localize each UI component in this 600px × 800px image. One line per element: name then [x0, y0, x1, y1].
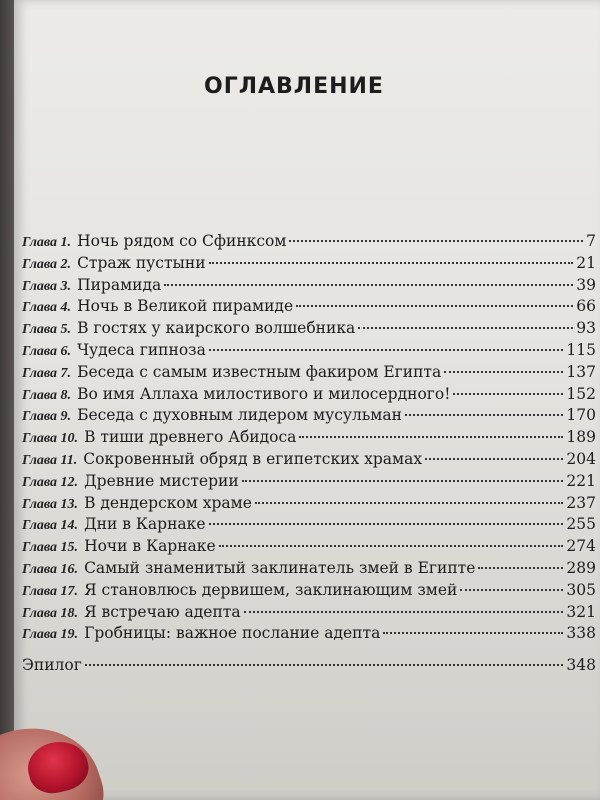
page-number: 7 [586, 232, 596, 250]
page-number: 21 [576, 253, 596, 272]
page-number: 204 [566, 449, 596, 468]
toc-row-chapter-8 [22, 385, 596, 407]
page-number: 189 [566, 428, 596, 447]
dot-leader [242, 480, 564, 482]
dot-leader [299, 436, 563, 438]
page-number: 152 [566, 384, 596, 403]
chapter-title: Сокровенный обряд в египетских храмах [83, 449, 423, 468]
toc-row-chapter-14 [22, 515, 596, 537]
page-number: 66 [576, 297, 596, 316]
page-number: 237 [566, 493, 596, 512]
toc-row-chapter-3 [22, 276, 596, 298]
page-number: 348 [566, 656, 596, 674]
chapter-label: Глава 1. [22, 235, 72, 250]
toc-row-chapter-4 [22, 297, 596, 319]
chapter-title: В гостях у каирского волшебника [77, 319, 356, 338]
chapter-label: Глава 10. [22, 431, 79, 447]
chapter-title: Пирамида [77, 275, 162, 294]
dot-leader [85, 664, 564, 666]
toc-row-chapter-5 [22, 319, 596, 341]
chapter-title: Чудеса гипноза [77, 340, 206, 359]
dot-leader [219, 545, 564, 547]
dot-leader [460, 589, 563, 591]
toc-row-chapter-2 [22, 254, 596, 276]
chapter-title: Во имя Аллаха милостивого и милосердного! [77, 384, 451, 403]
chapter-label: Глава 9. [22, 409, 72, 425]
chapter-label: Глава 11. [22, 452, 78, 468]
dot-leader [255, 502, 564, 504]
chapter-label: Глава 2. [22, 256, 72, 272]
toc-row-chapter-16 [22, 559, 596, 581]
toc-row-chapter-10 [22, 428, 596, 450]
toc-row-chapter-19 [22, 624, 596, 646]
chapter-title: Беседа с духовным лидером мусульман [77, 406, 402, 425]
toc-row-chapter-18 [22, 603, 596, 625]
epilogue-title: Эпилог [22, 656, 82, 674]
toc-row-chapter-1 [22, 232, 596, 254]
toc-row-epilogue [22, 656, 596, 678]
book-page [14, 0, 600, 800]
chapter-title: В дендерском храме [84, 493, 252, 512]
chapter-label: Глава 7. [22, 365, 72, 381]
dot-leader [244, 611, 564, 613]
page-number: 170 [566, 406, 596, 425]
chapter-label: Глава 4. [22, 300, 72, 316]
dot-leader [453, 393, 563, 395]
chapter-title: Дни в Карнаке [84, 515, 206, 534]
page-number: 305 [566, 580, 596, 599]
chapter-label: Глава 19. [22, 627, 79, 643]
chapter-title: Я встречаю адепта [84, 602, 241, 621]
chapter-label: Глава 16. [22, 561, 79, 577]
chapter-title: Древние мистерии [84, 471, 239, 490]
dot-leader [478, 567, 563, 569]
chapter-label: Глава 13. [22, 496, 79, 512]
page-number: 221 [566, 471, 596, 490]
dot-leader [296, 305, 573, 307]
dot-leader [209, 349, 564, 351]
chapter-title: Гробницы: важное послание адепта [84, 624, 381, 643]
dot-leader [209, 262, 574, 264]
toc-row-chapter-12 [22, 472, 596, 494]
dot-leader [425, 458, 563, 460]
page-number: 289 [566, 558, 596, 577]
page-number: 39 [576, 275, 596, 294]
chapter-title: Беседа с самым известным факиром Египта [77, 362, 442, 381]
toc-row-chapter-6 [22, 341, 596, 363]
chapter-label: Глава 15. [22, 540, 79, 556]
toc-row-chapter-9 [22, 406, 596, 428]
chapter-label: Глава 6. [22, 343, 72, 359]
chapter-label: Глава 8. [22, 387, 72, 403]
dot-leader [444, 371, 563, 373]
page-number: 255 [566, 515, 596, 534]
dot-leader [383, 632, 563, 634]
chapter-label: Глава 18. [22, 605, 79, 621]
toc-row-chapter-13 [22, 494, 596, 516]
dot-leader [209, 523, 564, 525]
chapter-title: Самый знаменитый заклинатель змей в Египте [84, 558, 476, 577]
toc-row-chapter-11 [22, 450, 596, 472]
toc-row-chapter-15 [22, 537, 596, 559]
chapter-label: Глава 12. [22, 474, 79, 490]
page-title: ОГЛАВЛЕНИЕ [204, 74, 384, 99]
dot-leader [164, 284, 573, 286]
chapter-label: Глава 5. [22, 322, 72, 338]
page-number: 93 [576, 319, 596, 338]
chapter-title: В тиши древнего Абидоса [84, 428, 297, 447]
chapter-title: Ночь в Великой пирамиде [77, 297, 294, 316]
chapter-title: Ночь рядом со Сфинксом [77, 232, 287, 250]
chapter-title: Ночи в Карнаке [84, 537, 216, 556]
toc-row-chapter-17 [22, 581, 596, 603]
dot-leader [289, 240, 583, 242]
page-number: 338 [566, 624, 596, 643]
chapter-label: Глава 14. [22, 518, 79, 534]
page-number: 137 [566, 362, 596, 381]
page-number: 274 [566, 537, 596, 556]
page-number: 115 [566, 340, 596, 359]
chapter-label: Глава 17. [22, 583, 79, 599]
dot-leader [405, 414, 563, 416]
dot-leader [358, 327, 573, 329]
table-of-contents [22, 232, 596, 646]
page-number: 321 [566, 602, 596, 621]
chapter-title: Я становлюсь дервишем, заклинающим змей [84, 580, 458, 599]
chapter-title: Страж пустыни [77, 253, 206, 272]
chapter-label: Глава 3. [22, 278, 72, 294]
toc-row-chapter-7 [22, 363, 596, 385]
